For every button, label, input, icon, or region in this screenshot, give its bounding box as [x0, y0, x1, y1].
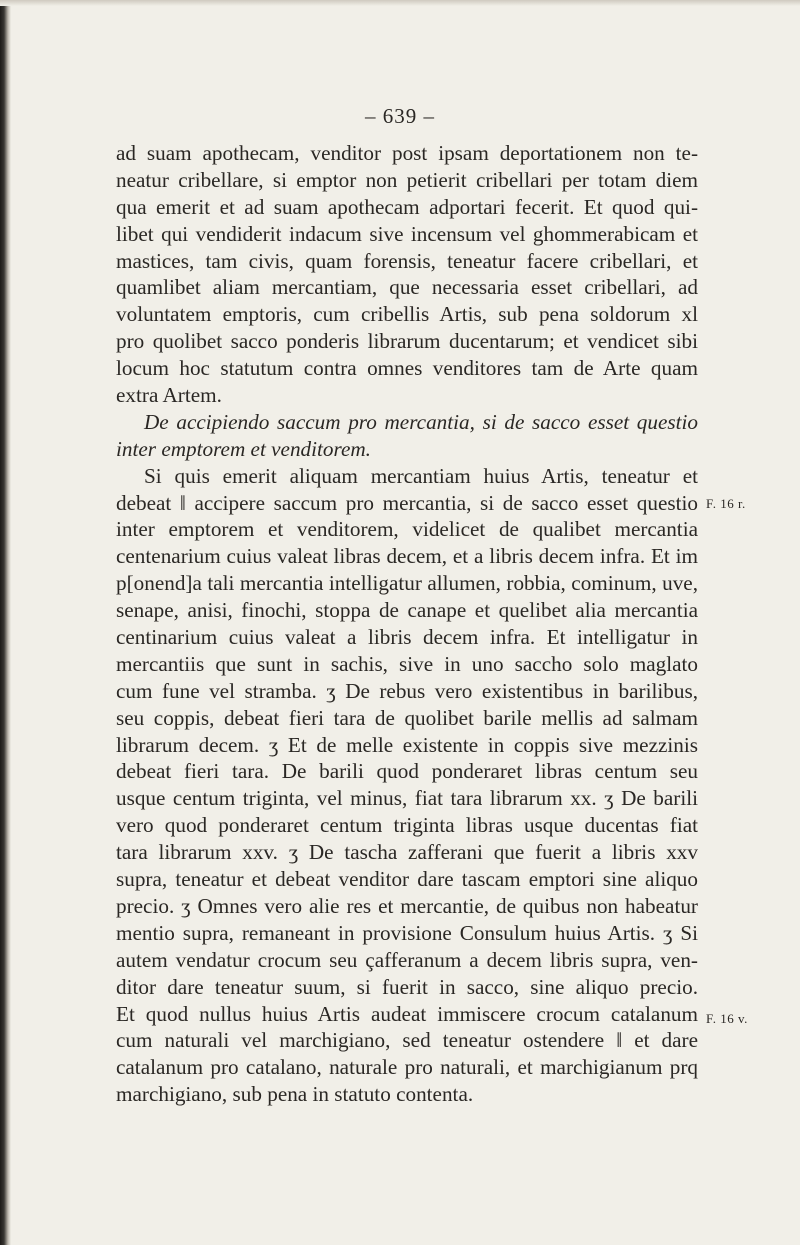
text-line: debeat ‖ accipere saccum pro mercantia, si de sacco esset questio — [116, 490, 698, 515]
rubric-line: inter emptorem et venditorem. — [116, 436, 371, 461]
text-line: marchigiano, sub pena in statuto contenta. — [116, 1082, 474, 1107]
text-line: locum hoc statutum contra omnes venditores tam de Arte quam — [116, 356, 698, 381]
body-text — [116, 140, 698, 1108]
text-line: debeat fieri tara. De barili quod ponderaret libras centum seu — [116, 759, 698, 784]
text-line: inter emptorem et venditorem, videlicet de qualibet mercantia — [116, 517, 698, 542]
text-line: autem vendatur crocum seu çafferanum a decem libris supra, ven- — [116, 947, 698, 972]
text-line: precio. ʒ Omnes vero alie res et mercantie, de quibus non habeatur — [116, 893, 698, 918]
text-line: p[onend]a tali mercantia intelligatur allumen, robbia, cominum, uve, — [116, 571, 698, 596]
text-line: supra, teneatur et debeat venditor dare tascam emptori sine aliquo — [116, 867, 698, 892]
text-line: librarum decem. ʒ Et de melle existente in coppis sive mezzinis — [116, 732, 698, 757]
text-line: vero quod ponderaret centum triginta libras usque ducentas fiat — [116, 813, 698, 838]
text-line: Et quod nullus huius Artis audeat immiscere crocum catalanum — [116, 1001, 698, 1026]
text-line: mercantiis que sunt in sachis, sive in uno saccho solo maglato — [116, 651, 698, 676]
text-line: ditor dare teneatur suum, si fuerit in sacco, sine aliquo precio. — [116, 974, 698, 999]
margin-note-folio: F. 16 r. — [706, 496, 746, 511]
text-line: tara librarum xxv. ʒ De tascha zafferani que fuerit a libris xxv — [116, 840, 698, 865]
text-line: seu coppis, debeat fieri tara de quolibet barile mellis ad salmam — [116, 705, 698, 730]
text-line: usque centum triginta, vel minus, fiat tara librarum xx. ʒ De barili — [116, 786, 698, 811]
text-line: voluntatem emptoris, cum cribellis Artis, sub pena soldorum xl — [116, 302, 698, 327]
margin-note-folio: F. 16 v. — [706, 1011, 748, 1026]
page-gutter-shadow — [0, 0, 11, 1245]
page-top-shadow — [0, 0, 800, 6]
text-line: catalanum pro catalano, naturale pro naturali, et marchigianum prq — [116, 1055, 698, 1080]
text-line: pro quolibet sacco ponderis librarum ducentarum; et vendicet sibi — [116, 329, 698, 354]
text-line: centenarium cuius valeat libras decem, et a libris decem infra. Et im — [116, 544, 698, 569]
text-line: cum fune vel stramba. ʒ De rebus vero existentibus in barilibus, — [116, 678, 698, 703]
text-line: neatur cribellare, si emptor non petierit cribellari per totam diem — [116, 167, 698, 192]
page-number: – 639 – — [365, 104, 435, 128]
text-line: cum naturali vel marchigiano, sed teneatur ostendere ‖ et dare — [116, 1028, 698, 1053]
text-line: mentio supra, remaneant in provisione Consulum huius Artis. ʒ Si — [116, 920, 698, 945]
text-line: quamlibet aliam mercantiam, que necessaria esset cribellari, ad — [116, 275, 698, 300]
rubric-line: De accipiendo saccum pro mercantia, si de sacco esset questio — [144, 409, 698, 434]
text-line: ad suam apothecam, venditor post ipsam deportationem non te- — [116, 141, 698, 165]
text-line: centinarium cuius valeat a libris decem infra. Et intelligatur in — [116, 625, 698, 650]
text-line: libet qui vendiderit indacum sive incensum vel ghommerabicam et — [116, 221, 698, 246]
text-line: mastices, tam civis, quam forensis, teneatur facere cribellari, et — [116, 248, 698, 273]
text-line: qua emerit et ad suam apothecam adportari fecerit. Et quod qui- — [116, 194, 698, 219]
text-line: Si quis emerit aliquam mercantiam huius Artis, teneatur et — [144, 463, 698, 488]
text-line: extra Artem. — [116, 383, 222, 408]
text-line: senape, anisi, finochi, stoppa de canape et quelibet alia mercantia — [116, 598, 698, 623]
